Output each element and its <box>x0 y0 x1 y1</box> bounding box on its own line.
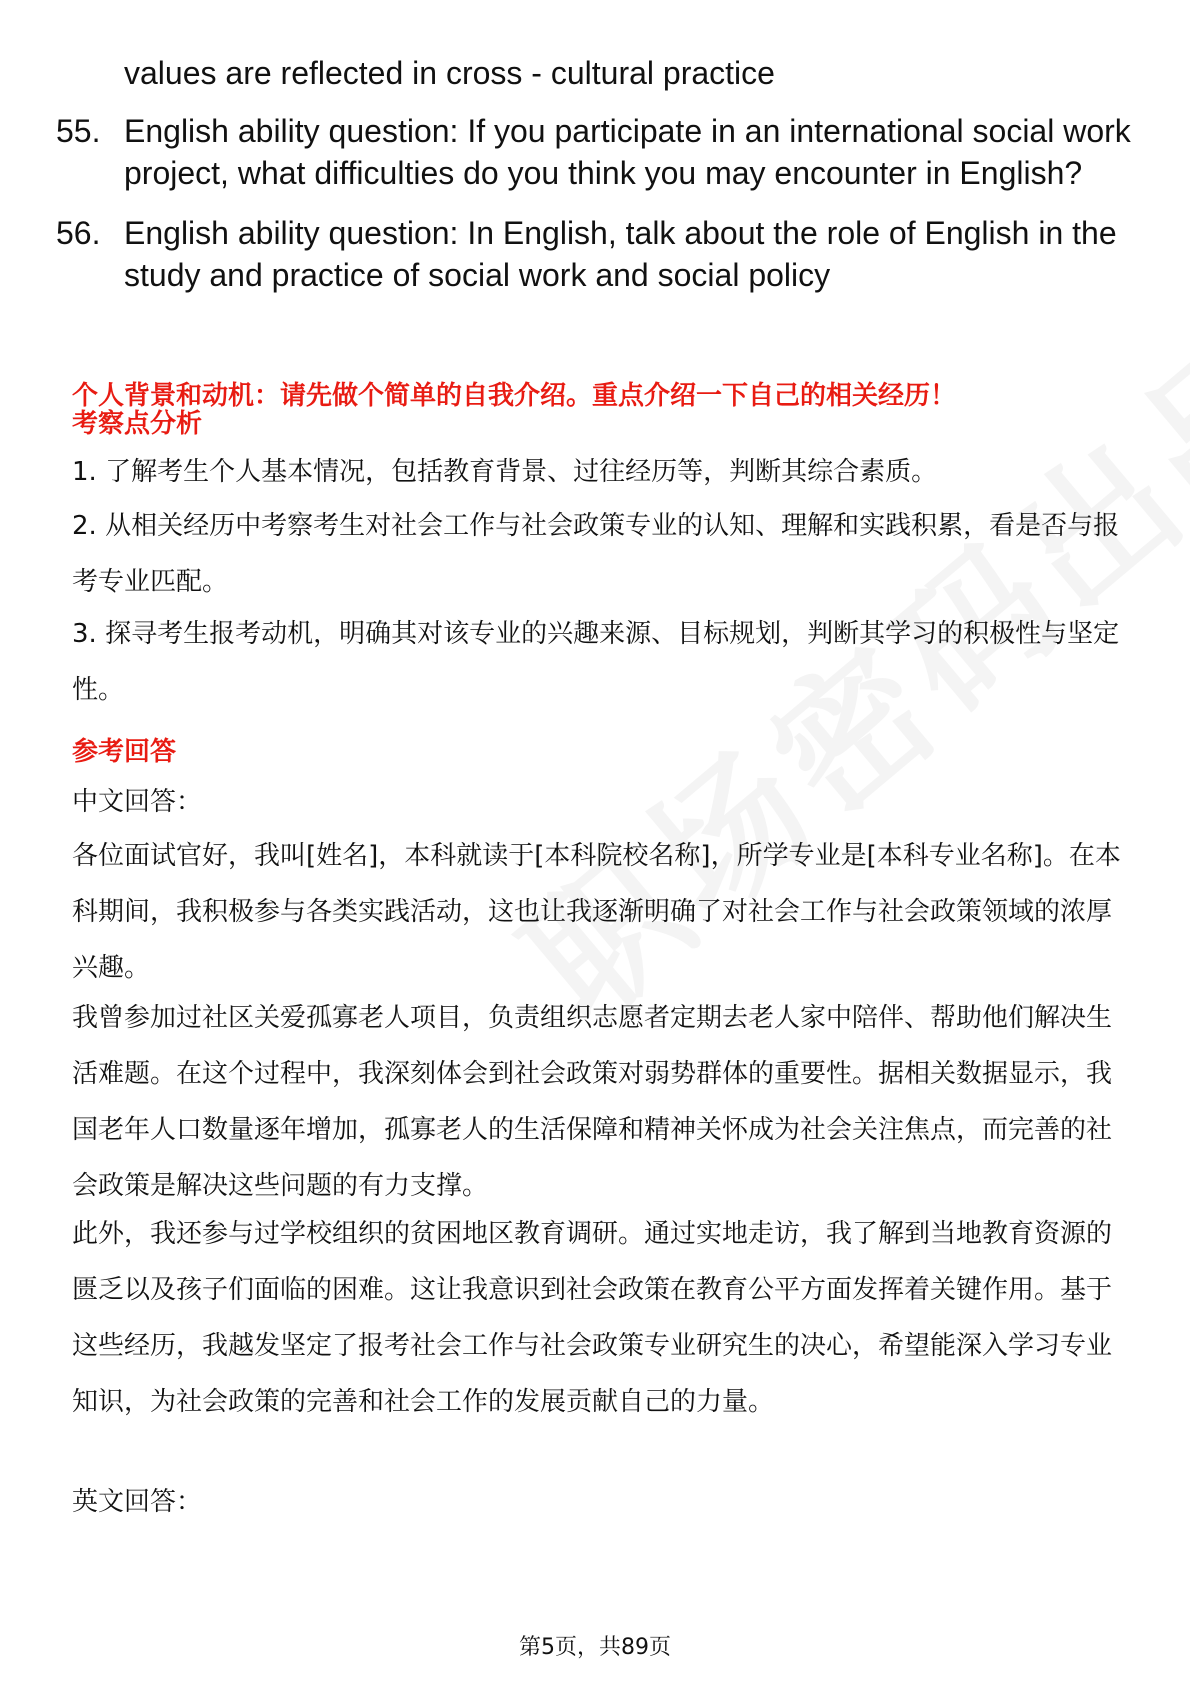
analysis-point: 1. 了解考生个人基本情况，包括教育背景、过往经历等，判断其综合素质。 <box>72 457 938 487</box>
question-list <box>56 110 1136 314</box>
analysis-point: 3. 探寻考生报考动机，明确其对该专业的兴趣来源、目标规划，判断其学习的积极性与坚定性。 <box>72 619 1120 705</box>
question-item <box>56 110 1136 194</box>
question-number: 55. <box>56 113 101 149</box>
answer-paragraph: 各位面试官好，我叫[姓名]，本科就读于[本科院校名称]，所学专业是[本科专业名称]。在本科期间，我积极参与各类实践活动，这也让我逐渐明确了对社会工作与社会政策领域的浓厚兴趣。 <box>72 841 1121 983</box>
analysis-heading: 考察点分析 <box>72 409 203 439</box>
page-number-footer: 第5页，共89页 <box>519 1635 671 1660</box>
section-lead-heading: 个人背景和动机：请先做个简单的自我介绍。重点介绍一下自己的相关经历！ <box>72 381 957 411</box>
english-answer-label: 英文回答： <box>72 1487 203 1517</box>
answer-paragraph: 我曾参加过社区关爱孤寡老人项目，负责组织志愿者定期去老人家中陪伴、帮助他们解决生活难题。在这个过程中，我深刻体会到社会政策对弱势群体的重要性。据相关数据显示，我国老年人口数量逐年增加，孤寡老人的生活保障和精神关怀成为社会关注焦点，而完善的社会政策是解决这些问题的有力支撑。 <box>72 1003 1113 1201</box>
question-item <box>56 212 1136 296</box>
chinese-answer-label: 中文回答： <box>72 787 203 817</box>
question-text: English ability question: If you participate in an international social work project, what difficulties do you think you may encounter in English? <box>124 113 1131 191</box>
analysis-point: 2. 从相关经历中考察考生对社会工作与社会政策专业的认知、理解和实践积累，看是否与报考专业匹配。 <box>72 511 1120 597</box>
answer-heading: 参考回答 <box>72 737 177 767</box>
question-text: English ability question: In English, talk about the role of English in the study and practice of social work and social policy <box>124 215 1117 293</box>
answer-paragraph: 此外，我还参与过学校组织的贫困地区教育调研。通过实地走访，我了解到当地教育资源的匮乏以及孩子们面临的困难。这让我意识到社会政策在教育公平方面发挥着关键作用。基于这些经历，我越发坚定了报考社会工作与社会政策专业研究生的决心，希望能深入学习专业知识，为社会政策的完善和社会工作的发展贡献自己的力量。 <box>72 1219 1113 1417</box>
question-number: 56. <box>56 215 101 251</box>
question-continuation: values are reflected in cross - cultural practice <box>124 55 775 91</box>
